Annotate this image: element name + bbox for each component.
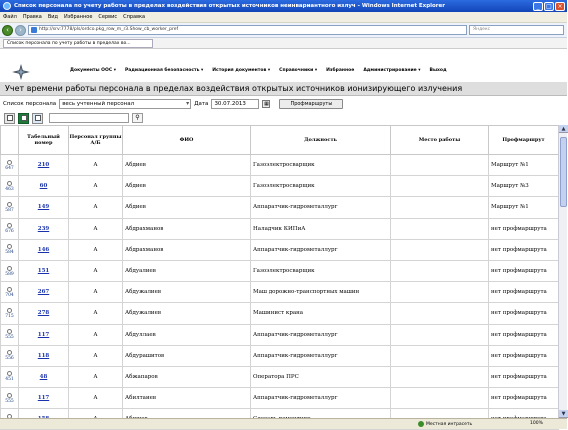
table-row[interactable]: [1, 239, 559, 260]
tab-number-link[interactable]: 117: [37, 331, 50, 338]
group-cell: А: [69, 282, 123, 303]
row-id: 587: [5, 207, 14, 213]
position-cell: Машинист крана: [251, 303, 391, 324]
row-radio[interactable]: [7, 160, 12, 165]
row-radio[interactable]: [7, 393, 12, 398]
table-row[interactable]: [1, 197, 559, 218]
nav-exit[interactable]: Выход: [429, 68, 447, 73]
row-radio[interactable]: [7, 308, 12, 313]
status-bar: [0, 418, 567, 429]
close-button[interactable]: ×: [555, 2, 565, 11]
route-cell: нет профмаршрута: [489, 366, 559, 387]
scroll-down-icon[interactable]: ▼: [559, 410, 568, 418]
nav-references[interactable]: Справочники ▾: [279, 68, 318, 73]
minimize-button[interactable]: _: [533, 2, 543, 11]
column-header-select: [1, 126, 19, 155]
group-cell: А: [69, 388, 123, 409]
row-radio[interactable]: [7, 350, 12, 355]
date-field[interactable]: 30.07.2013: [211, 99, 259, 109]
table-row[interactable]: [1, 282, 559, 303]
fio-cell: Абдрахманов: [123, 239, 251, 260]
workplace-cell: [391, 388, 489, 409]
row-select-cell[interactable]: [1, 303, 19, 324]
browser-icon: [3, 2, 11, 10]
workplace-cell: [391, 155, 489, 176]
tab-number-link[interactable]: 118: [37, 352, 50, 359]
row-id: 555: [5, 398, 14, 404]
tab-number-link[interactable]: 146: [37, 246, 50, 253]
route-cell: нет профмаршрута: [489, 282, 559, 303]
nav-radiation[interactable]: Радиационная безопасность ▾: [124, 68, 204, 73]
search-icon[interactable]: ⚲: [132, 113, 143, 123]
position-cell: Газоэлектросварщик: [251, 260, 391, 281]
routes-button[interactable]: Профмаршруты: [279, 99, 343, 109]
vertical-scrollbar[interactable]: [558, 125, 567, 418]
row-radio[interactable]: [7, 181, 12, 186]
page-title: Учет времени работы персонала в пределах воздействия открытых источников ионизирующего излучения: [5, 84, 463, 93]
menu-help[interactable]: Справка: [123, 14, 146, 20]
route-cell: нет профмаршрута: [489, 324, 559, 345]
row-select-cell[interactable]: [1, 388, 19, 409]
document-icon[interactable]: [32, 113, 43, 124]
row-select-cell[interactable]: [1, 282, 19, 303]
window-controls: [533, 2, 565, 11]
workplace-cell: [391, 239, 489, 260]
position-cell: Газоэлектросварщик: [251, 155, 391, 176]
fio-cell: Абдрахманов: [123, 218, 251, 239]
route-cell: нет профмаршрута: [489, 345, 559, 366]
table-row[interactable]: [1, 218, 559, 239]
tab-number-cell[interactable]: [19, 218, 69, 239]
row-select-cell[interactable]: [1, 176, 19, 197]
nav-documents[interactable]: Документы ООС ▾: [70, 68, 116, 73]
search-field[interactable]: Яндекс: [469, 25, 564, 35]
tab-number-cell[interactable]: [19, 388, 69, 409]
position-cell: Наладчик КИПиА: [251, 218, 391, 239]
row-select-cell[interactable]: [1, 345, 19, 366]
tab-number-cell[interactable]: [19, 197, 69, 218]
row-radio[interactable]: [7, 371, 12, 376]
workplace-cell: [391, 197, 489, 218]
zoom-level[interactable]: 100%: [530, 421, 543, 426]
row-radio[interactable]: [7, 244, 12, 249]
group-cell: А: [69, 155, 123, 176]
column-header-fio[interactable]: ФИО: [123, 126, 251, 155]
nav-admin[interactable]: Администрирование ▾: [363, 68, 421, 73]
date-label: Дата: [194, 101, 209, 107]
position-cell: Аппаратчик-гидрометаллург: [251, 345, 391, 366]
tab-number-link[interactable]: 239: [37, 225, 50, 232]
tab-number-cell[interactable]: [19, 176, 69, 197]
menu-view[interactable]: Вид: [47, 14, 58, 20]
position-cell: Аппаратчик-гидрометаллург: [251, 388, 391, 409]
workplace-cell: [391, 303, 489, 324]
workplace-cell: [391, 282, 489, 303]
column-header-group[interactable]: Персонал группы А/Б: [69, 126, 123, 155]
tab-number-cell[interactable]: [19, 345, 69, 366]
back-button[interactable]: ‹: [2, 25, 13, 36]
fio-cell: Абдуалиев: [123, 260, 251, 281]
maximize-button[interactable]: □: [544, 2, 554, 11]
group-cell: А: [69, 176, 123, 197]
fio-cell: Абдужалиев: [123, 282, 251, 303]
nav-favorites[interactable]: Избранное: [326, 68, 355, 73]
row-id: 589: [5, 271, 14, 277]
position-cell: Оператора ПРС: [251, 366, 391, 387]
group-cell: А: [69, 218, 123, 239]
row-radio[interactable]: [7, 266, 12, 271]
personnel-grid: [0, 125, 558, 418]
fio-cell: Абдурашитов: [123, 345, 251, 366]
row-id: 584: [5, 250, 14, 256]
table-row[interactable]: [1, 155, 559, 176]
table-row[interactable]: [1, 345, 559, 366]
app-nav: [70, 68, 447, 73]
route-cell: нет профмаршрута: [489, 303, 559, 324]
tab-number-link[interactable]: 60: [39, 183, 48, 190]
row-select-cell[interactable]: [1, 260, 19, 281]
workplace-cell: [391, 324, 489, 345]
list-label: Список персонала: [3, 101, 57, 107]
column-header-route[interactable]: Профмаршрут: [489, 126, 559, 155]
filter-row: [0, 97, 567, 111]
row-id: 647: [5, 165, 14, 171]
row-select-cell[interactable]: [1, 324, 19, 345]
table-row[interactable]: [1, 366, 559, 387]
zone-indicator: [418, 421, 472, 427]
tab-number-link[interactable]: 210: [37, 162, 50, 169]
window-titlebar: [0, 0, 567, 12]
browser-tab[interactable]: Список персонала по учету работы в пределах во...: [3, 39, 153, 48]
route-cell: Маршрут №3: [489, 176, 559, 197]
menu-bar: [0, 12, 567, 23]
scroll-up-icon[interactable]: ▲: [559, 125, 568, 133]
menu-file[interactable]: Файл: [3, 14, 17, 20]
group-cell: А: [69, 239, 123, 260]
book-icon[interactable]: [4, 113, 15, 124]
fio-cell: Абжапаров: [123, 366, 251, 387]
tab-number-cell[interactable]: [19, 239, 69, 260]
workplace-cell: [391, 366, 489, 387]
row-select-cell[interactable]: [1, 218, 19, 239]
quick-search-input[interactable]: [49, 113, 129, 123]
fio-cell: Абдиев: [123, 155, 251, 176]
route-cell: Маршрут №1: [489, 197, 559, 218]
route-cell: нет профмаршрута: [489, 260, 559, 281]
tab-number-cell[interactable]: [19, 282, 69, 303]
workplace-cell: [391, 218, 489, 239]
position-cell: Аппаратчик-гидрометаллург: [251, 239, 391, 260]
tab-number-link[interactable]: 117: [37, 395, 50, 402]
row-id: 463: [5, 186, 14, 192]
globe-icon: [418, 421, 424, 427]
row-select-cell[interactable]: [1, 366, 19, 387]
workplace-cell: [391, 176, 489, 197]
row-id: 555: [5, 335, 14, 341]
tab-number-link[interactable]: 151: [37, 268, 50, 275]
menu-tools[interactable]: Сервис: [98, 14, 118, 20]
table-row[interactable]: [1, 303, 559, 324]
tab-number-cell[interactable]: [19, 324, 69, 345]
tab-number-link[interactable]: 48: [39, 373, 48, 380]
tab-number-link[interactable]: 149: [37, 204, 50, 211]
row-id: 676: [5, 229, 14, 235]
table-header-row: [1, 126, 559, 155]
table-row[interactable]: [1, 388, 559, 409]
row-radio[interactable]: [7, 223, 12, 228]
route-cell: нет профмаршрута: [489, 239, 559, 260]
tab-bar: [0, 38, 567, 49]
workplace-cell: [391, 345, 489, 366]
route-cell: нет профмаршрута: [489, 218, 559, 239]
column-header-workplace[interactable]: Место работы: [391, 126, 489, 155]
row-radio[interactable]: [7, 202, 12, 207]
zone-label: Местная интрасеть: [426, 421, 473, 427]
row-select-cell[interactable]: [1, 155, 19, 176]
tab-number-cell[interactable]: [19, 366, 69, 387]
forward-button[interactable]: ›: [15, 25, 26, 36]
nav-history[interactable]: История документов ▾: [212, 68, 271, 73]
window-title: Список персонала по учету работы в пределах воздействия открытых источников неинвариантного излуч - Windows Internet Explorer: [14, 3, 445, 9]
workplace-cell: [391, 260, 489, 281]
group-cell: А: [69, 345, 123, 366]
position-cell: Аппаратчик-гидрометаллург: [251, 324, 391, 345]
group-cell: А: [69, 324, 123, 345]
tab-number-cell[interactable]: [19, 155, 69, 176]
row-select-cell[interactable]: [1, 239, 19, 260]
group-cell: А: [69, 197, 123, 218]
row-id: 704: [5, 292, 14, 298]
url-field[interactable]: http://srv:7778/pls/ordco.pkg_row_m_r3.Show_cb_worker_pref: [28, 25, 467, 35]
row-id: 451: [5, 377, 14, 383]
tab-number-link[interactable]: 267: [37, 289, 50, 296]
row-radio[interactable]: [7, 329, 12, 334]
row-id: 715: [5, 313, 14, 319]
calendar-icon[interactable]: ▦: [264, 101, 269, 107]
address-bar: [0, 23, 567, 38]
personnel-table: [0, 125, 559, 430]
excel-export-icon[interactable]: [18, 113, 29, 124]
group-cell: А: [69, 303, 123, 324]
fio-cell: Абдиев: [123, 176, 251, 197]
row-id: 556: [5, 356, 14, 362]
group-cell: А: [69, 260, 123, 281]
row-radio[interactable]: [7, 287, 12, 292]
page-heading-bar: [0, 82, 567, 96]
route-cell: нет профмаршрута: [489, 388, 559, 409]
route-cell: Маршрут №1: [489, 155, 559, 176]
fio-cell: Абдуллаев: [123, 324, 251, 345]
toolbar: [0, 111, 567, 125]
fio-cell: Абилтаиев: [123, 388, 251, 409]
fio-cell: Абдиев: [123, 197, 251, 218]
app-logo: [12, 64, 30, 80]
tab-number-cell[interactable]: [19, 303, 69, 324]
menu-favorites[interactable]: Избранное: [64, 14, 93, 20]
position-cell: Газоэлектросварщик: [251, 176, 391, 197]
menu-edit[interactable]: Правка: [22, 14, 42, 20]
list-select[interactable]: весь учтенный персонал ▾: [59, 99, 191, 109]
group-cell: А: [69, 366, 123, 387]
position-cell: Маш дорожно-транспортных машин: [251, 282, 391, 303]
table-body: [1, 155, 559, 430]
column-header-position[interactable]: Должность: [251, 126, 391, 155]
fio-cell: Абдужалиев: [123, 303, 251, 324]
column-header-tab-number[interactable]: Табельный номер: [19, 126, 69, 155]
table-row[interactable]: [1, 176, 559, 197]
row-select-cell[interactable]: [1, 197, 19, 218]
table-row[interactable]: [1, 260, 559, 281]
table-row[interactable]: [1, 324, 559, 345]
tab-number-link[interactable]: 278: [37, 310, 50, 317]
tab-number-cell[interactable]: [19, 260, 69, 281]
position-cell: Аппаратчик-гидрометаллург: [251, 197, 391, 218]
scroll-thumb[interactable]: [560, 137, 567, 207]
